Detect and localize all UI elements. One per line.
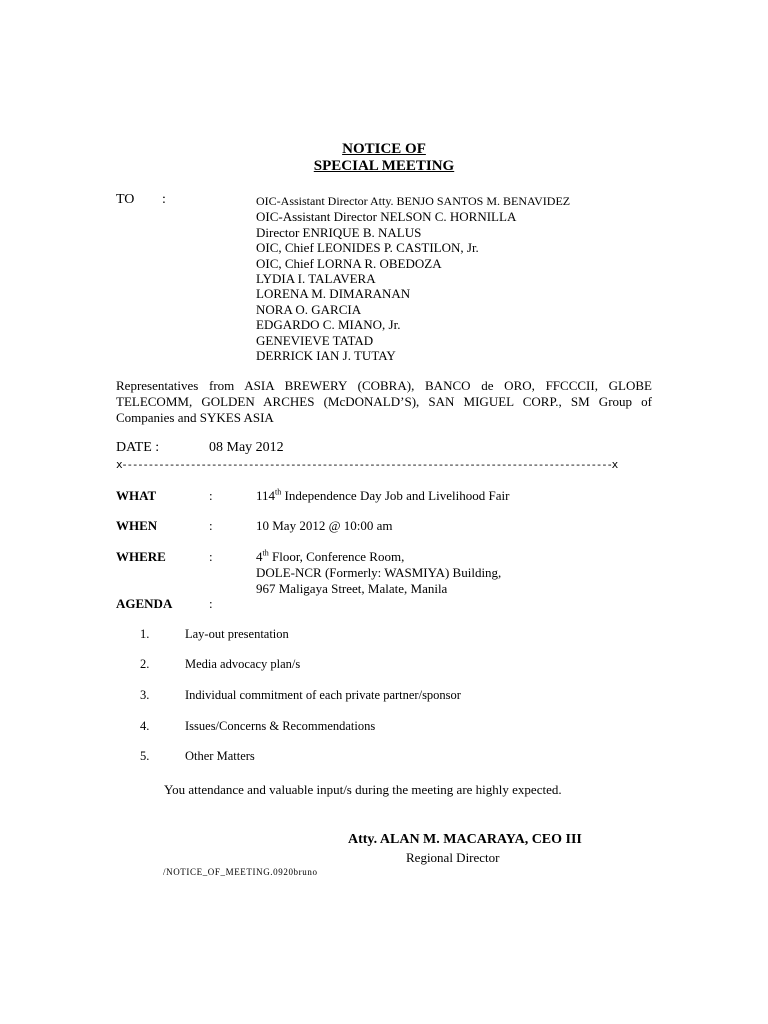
representatives-paragraph: Representatives from ASIA BREWERY (COBRA), BANCO de ORO, FFCCCII, GLOBE TELECOMM, GOLDEN ARCHES (McDONALD’S), SAN MIGUEL CORP., SM Group of Companies and SYKES ASIA xyxy=(116,378,652,425)
agenda-item-number: 5. xyxy=(140,749,150,763)
agenda-colon: : xyxy=(209,596,213,611)
where-line: 967 Maligaya Street, Malate, Manila xyxy=(256,581,448,596)
date-value: 08 May 2012 xyxy=(209,440,284,455)
agenda-item-text: Individual commitment of each private partner/sponsor xyxy=(185,688,461,702)
notice-title-line2: SPECIAL MEETING xyxy=(313,158,455,174)
agenda-item-text: Issues/Concerns & Recommendations xyxy=(185,719,376,733)
where-colon: : xyxy=(209,549,213,564)
signatory-name: Atty. ALAN M. MACARAYA, CEO III xyxy=(348,832,582,847)
what-colon: : xyxy=(209,488,213,503)
agenda-item-number: 3. xyxy=(140,688,150,702)
to-colon: : xyxy=(162,192,166,207)
signatory-position: Regional Director xyxy=(406,850,500,865)
recipient-item: NORA O. GARCIA xyxy=(256,301,362,317)
recipient-item: LORENA M. DIMARANAN xyxy=(256,286,411,302)
notice-title-line1: NOTICE OF xyxy=(342,141,426,157)
recipient-item: DERRICK IAN J. TUTAY xyxy=(256,348,396,364)
where-line: 4th Floor, Conference Room, xyxy=(256,548,405,564)
closing-statement: You attendance and valuable input/s during the meeting are highly expected. xyxy=(164,782,562,797)
recipient-item: OIC-Assistant Director NELSON C. HORNILLA xyxy=(256,209,517,225)
agenda-item-number: 2. xyxy=(140,657,150,671)
agenda-item-number: 1. xyxy=(140,627,150,641)
when-value: 10 May 2012 @ 10:00 am xyxy=(256,518,393,533)
recipient-item: EDGARDO C. MIANO, Jr. xyxy=(256,317,401,333)
recipient-item: OIC, Chief LORNA R. OBEDOZA xyxy=(256,255,442,271)
date-label: DATE : xyxy=(116,440,160,455)
what-value: 114th Independence Day Job and Livelihood Fair xyxy=(256,487,510,503)
where-label: WHERE xyxy=(116,549,166,564)
recipient-list xyxy=(256,194,570,363)
recipient-item: LYDIA I. TALAVERA xyxy=(256,271,376,287)
agenda-item-text: Lay-out presentation xyxy=(185,627,289,641)
recipient-item: OIC-Assistant Director Atty. BENJO SANTOS M. BENAVIDEZ xyxy=(256,194,571,208)
agenda-label: AGENDA xyxy=(116,596,173,611)
recipient-item: GENEVIEVE TATAD xyxy=(256,332,374,348)
agenda-item-number: 4. xyxy=(140,719,150,733)
agenda-item-text: Other Matters xyxy=(185,749,255,763)
where-value xyxy=(256,549,501,597)
when-label: WHEN xyxy=(116,518,158,533)
recipient-item: OIC, Chief LEONIDES P. CASTILON, Jr. xyxy=(256,240,479,256)
document-reference: /NOTICE_OF_MEETING.0920bruno xyxy=(163,867,318,877)
separator-line: x---------------------------------------------------------------------------------------------x xyxy=(116,458,617,471)
recipient-item: Director ENRIQUE B. NALUS xyxy=(256,224,422,240)
agenda-item-text: Media advocacy plan/s xyxy=(185,657,301,671)
where-line: DOLE-NCR (Formerly: WASMIYA) Building, xyxy=(256,565,502,580)
to-label: TO xyxy=(116,192,135,207)
when-colon: : xyxy=(209,518,213,533)
what-label: WHAT xyxy=(116,488,157,503)
